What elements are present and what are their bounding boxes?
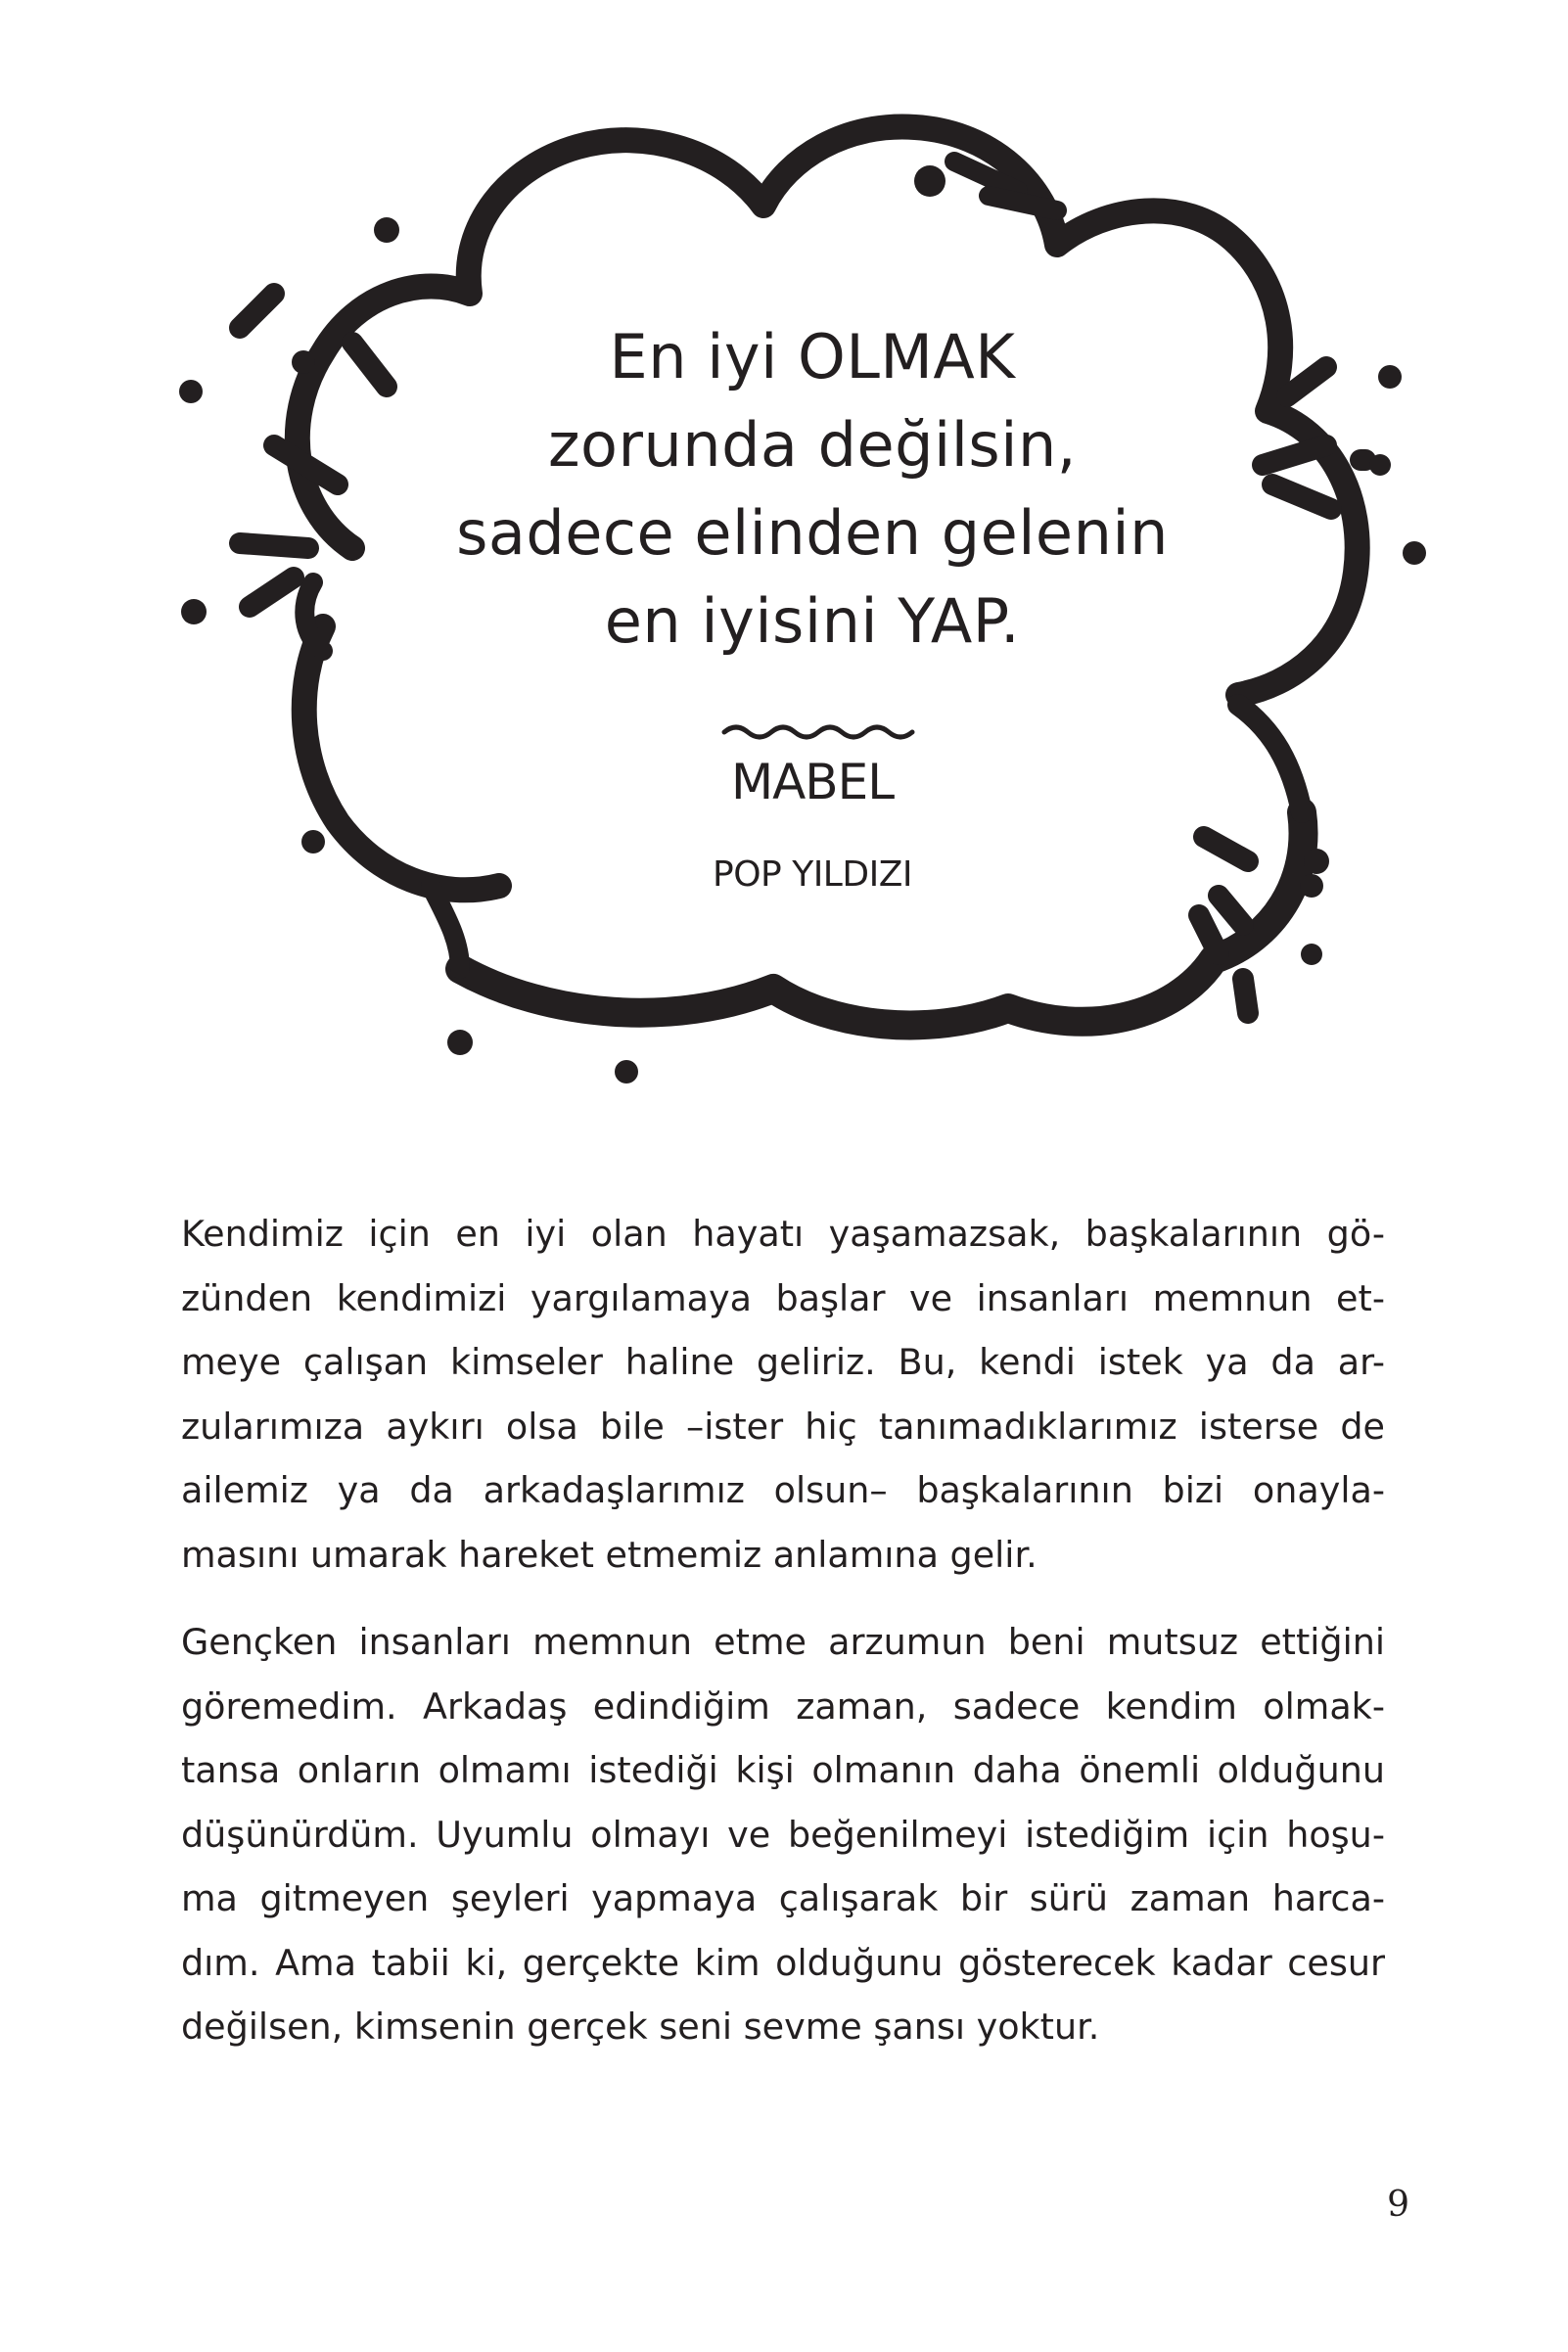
burst-dot: [292, 350, 315, 374]
text-line: Kendimiz için en iyi olan hayatı yaşamazsak, başkalarının gö-: [181, 1213, 1385, 1255]
burst-dot: [1304, 849, 1329, 874]
page-number: 9: [1387, 2185, 1409, 2225]
wavy-divider: [724, 727, 912, 737]
text-line: meye çalışan kimseler haline geliriz. Bu, kendi istek ya da ar-: [181, 1341, 1385, 1383]
text-line: Gençken insanları memnun etme arzumun beni mutsuz ettiğini: [181, 1621, 1385, 1663]
text-line: zularımıza aykırı olsa bile –ister hiç tanımadıklarımız isterse de: [181, 1405, 1385, 1448]
quote-line: En iyi OLMAK: [609, 321, 1016, 392]
burst-dot: [1300, 874, 1323, 898]
burst-dot: [179, 380, 203, 403]
text-line: değilsen, kimsenin gerçek seni sevme şansı yoktur.: [181, 2006, 1100, 2048]
text-line: ailemiz ya da arkadaşlarımız olsun– başkalarının bizi onayla-: [181, 1469, 1385, 1511]
text-line: düşünürdüm. Uyumlu olmayı ve beğenilmeyi istediğim için hoşu-: [181, 1813, 1385, 1856]
burst-dot: [447, 1030, 473, 1055]
cloud-outline-bottom: [460, 812, 1304, 1025]
body-text: [181, 1202, 1385, 2059]
burst-dot: [181, 599, 207, 624]
quote-author-role: POP YILDIZI: [713, 854, 912, 895]
burst-dot: [1369, 454, 1391, 476]
quote-line: zorunda değilsin,: [548, 409, 1077, 481]
text-line: masını umarak hareket etmemiz anlamına gelir.: [181, 1533, 1038, 1576]
text-line: ma gitmeyen şeyleri yapmaya çalışarak bir sürü zaman harca-: [181, 1877, 1385, 1919]
burst-dot: [1378, 365, 1402, 389]
text-line: tansa onların olmamı istediği kişi olmanın daha önemli olduğunu: [181, 1749, 1385, 1791]
quote-author: MABEL: [730, 754, 895, 810]
burst-dot: [1301, 944, 1322, 965]
burst-dot: [914, 165, 945, 197]
quote-line: sadece elinden gelenin: [456, 497, 1169, 569]
text-line: göremedim. Arkadaş edindiğim zaman, sadece kendim olmak-: [181, 1684, 1385, 1728]
burst-dot: [615, 1060, 638, 1084]
burst-dot: [374, 217, 399, 243]
quote: [372, 313, 1253, 666]
quote-line: en iyisini YAP.: [604, 585, 1021, 657]
paragraph: [181, 1610, 1385, 2059]
text-line: dım. Ama tabii ki, gerçekte kim olduğunu gösterecek kadar cesur: [181, 1941, 1385, 1984]
paragraph: [181, 1202, 1385, 1587]
burst-dot: [1403, 541, 1426, 565]
burst-dot: [301, 830, 325, 853]
text-line: zünden kendimizi yargılamaya başlar ve insanları memnun et-: [181, 1276, 1385, 1319]
